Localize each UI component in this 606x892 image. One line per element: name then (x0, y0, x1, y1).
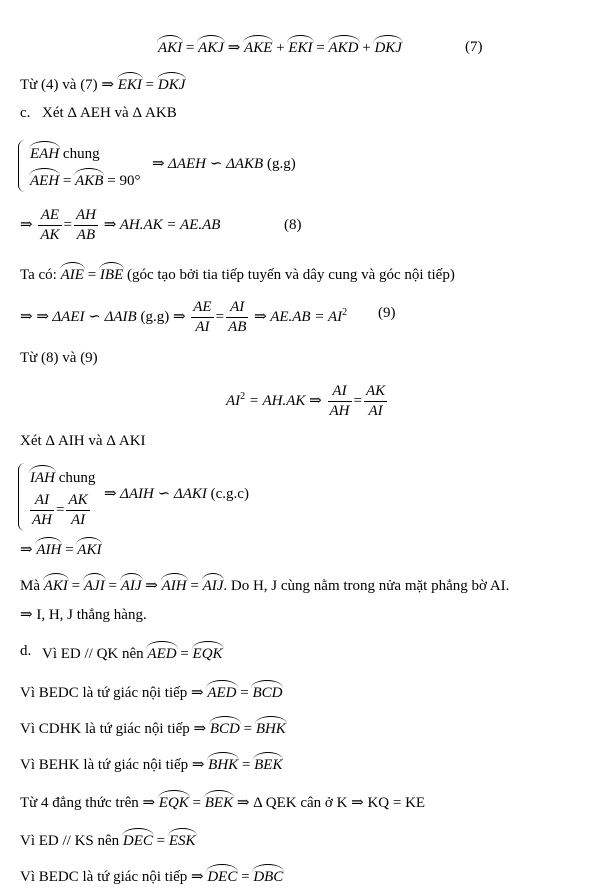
text: (g.g) (266, 156, 296, 172)
numerator: AK (66, 491, 89, 511)
text-line: Vì BEDC là tứ giác nội tiếp ⇒ AED = BCD (20, 680, 282, 703)
angle: BCD (210, 716, 240, 739)
angle: AED (147, 641, 176, 664)
text: Vì BEHK là tứ giác nội tiếp ⇒ (20, 757, 205, 773)
text-line: Từ (8) và (9) (20, 350, 98, 366)
numerator: AE (191, 298, 213, 318)
system-row (30, 141, 100, 164)
denominator: AB (228, 319, 247, 336)
text-line: Vì ED // KS nên DEC = ESK (20, 828, 196, 851)
equation-tag: (9) (378, 305, 396, 321)
angle: DKJ (374, 35, 402, 58)
system-result (104, 484, 249, 504)
text: ⇒ AE.AB = AI (254, 309, 343, 325)
brace (18, 140, 25, 192)
angle: AIJ (121, 573, 142, 596)
fraction (66, 491, 89, 530)
fraction (191, 298, 213, 337)
fraction (364, 382, 387, 421)
numerator: AI (226, 298, 248, 318)
text-line: Mà AKI = AJI = AIJ ⇒ AIH = AIJ. Do H, J cùng nằm trong nửa mặt phẳng bờ AI. (20, 573, 509, 596)
angle: DKJ (158, 72, 186, 95)
angle: IAH (30, 465, 55, 488)
text: Vì BEDC là tứ giác nội tiếp ⇒ (20, 685, 204, 701)
angle: AKI (77, 537, 101, 560)
text-line: Vì ED // QK nên AED = EQK (42, 641, 223, 664)
centered-equation: $AI^2 = AH.AK$ ⇒ $\frac{AI}{AH}$ = $\frac{AK}{AI}$ (226, 383, 386, 420)
text-line: Vì BEDC là tứ giác nội tiếp ⇒ DEC = DBC (20, 864, 283, 887)
denominator: AH (329, 403, 350, 420)
fraction (226, 298, 248, 337)
angle: AIH (162, 573, 187, 596)
numerator: AK (364, 382, 387, 402)
angle: AIE (61, 262, 84, 285)
angle: IBE (100, 262, 123, 285)
angle: AED (207, 680, 236, 703)
system-row: $\frac{AI}{AH}$ = $\frac{AK}{AI}$ (32, 492, 88, 529)
text: (g.g) ⇒ (140, 309, 186, 325)
system-row (30, 465, 95, 488)
text: Vì CDHK là tứ giác nội tiếp ⇒ (20, 721, 207, 737)
text: Vì ED // KS nên (20, 833, 120, 849)
denominator: AI (368, 403, 383, 420)
section-text: Xét Δ AEH và Δ AKB (42, 105, 177, 121)
equation-tag: (8) (284, 217, 302, 233)
text-line: ⇒ I, H, J thẳng hàng. (20, 607, 147, 623)
numerator: AE (38, 206, 61, 226)
text: = 90° (107, 173, 141, 189)
denominator: AH (32, 512, 52, 529)
angle: AEH (30, 168, 59, 191)
text-line: Từ 4 đẳng thức trên ⇒ EQK = BEK ⇒ Δ QEK cân ở K ⇒ KQ = KE (20, 790, 425, 813)
angle: BEK (254, 752, 282, 775)
text: ⇒ AH.AK = AE.AB (103, 217, 221, 233)
angle: AKD (329, 35, 359, 58)
numerator: AH (74, 206, 98, 226)
text: = AH.AK ⇒ (248, 393, 322, 409)
text: Vì ED // QK nên (42, 646, 144, 662)
text-line: Từ (4) và (7) ⇒ EKI = DKJ (20, 72, 185, 95)
exponent: 2 (240, 391, 246, 402)
angle: EQK (193, 641, 223, 664)
angle: EQK (159, 790, 189, 813)
denominator: AI (195, 319, 210, 336)
text: Vì BEDC là tứ giác nội tiếp ⇒ (20, 869, 204, 885)
equation-7: AKI = AKJ ⇒ AKE + EKI = AKD + DKJ (158, 35, 402, 58)
text: ⇒ ΔAIH ∽ ΔAKI (104, 486, 207, 502)
angle: EKI (288, 35, 312, 58)
equation-8: ⇒ $\frac{AE}{AK}$ = $\frac{AH}{AB}$ ⇒ AH.AK = AE.AB (20, 207, 221, 244)
angle: AIH (36, 537, 61, 560)
denominator: AB (76, 227, 96, 244)
system-result (152, 154, 296, 174)
denominator: AI (70, 512, 86, 529)
angle: AKI (158, 35, 182, 58)
angle: DBC (253, 864, 283, 887)
angle: ESK (169, 828, 196, 851)
text: chung (62, 146, 100, 162)
text-line: Xét Δ AIH và Δ AKI (20, 433, 146, 449)
text-line: ⇒ AIH = AKI (20, 537, 101, 560)
angle: AIJ (203, 573, 224, 596)
angle: BHK (208, 752, 238, 775)
angle: AKJ (198, 35, 224, 58)
text-line: Vì CDHK là tứ giác nội tiếp ⇒ BCD = BHK (20, 716, 286, 739)
system-row: AEH = AKB = 90° (30, 168, 140, 191)
text: AI (226, 393, 241, 409)
numerator: AI (328, 382, 352, 402)
brace (18, 463, 25, 531)
text: Từ 4 đẳng thức trên ⇒ (20, 795, 156, 811)
text: (c.g.c) (210, 486, 249, 502)
angle: DEC (207, 864, 237, 887)
angle: AKB (75, 168, 103, 191)
fraction (30, 491, 54, 530)
section-label: d. (20, 643, 32, 659)
angle: BEK (205, 790, 233, 813)
fraction (328, 382, 352, 421)
angle: EKI (118, 72, 142, 95)
text: ⇒ ΔAEI ∽ ΔAIB (36, 309, 137, 325)
numerator: AI (30, 491, 54, 511)
denominator: AK (40, 227, 60, 244)
text: (góc tạo bởi tia tiếp tuyến và dây cung và góc nội tiếp) (126, 267, 455, 283)
text: Từ (4) và (7) ⇒ (20, 77, 114, 93)
fraction (38, 206, 61, 245)
fraction (74, 206, 98, 245)
section-label: c. (20, 105, 31, 121)
exponent: 2 (342, 307, 348, 318)
text: chung (58, 470, 96, 486)
text: . Do H, J cùng nằm trong nửa mặt phẳng bờ AI. (223, 578, 510, 594)
angle: AKE (244, 35, 272, 58)
text: Ta có: (20, 267, 57, 283)
angle: DEC (123, 828, 153, 851)
text-line: Ta có: AIE = IBE (góc tạo bởi tia tiếp tuyến và dây cung và góc nội tiếp) (20, 262, 455, 285)
angle: EAH (30, 141, 59, 164)
angle: AKI (44, 573, 68, 596)
angle: BCD (252, 680, 282, 703)
text: ⇒ ΔAEH ∽ ΔAKB (152, 156, 264, 172)
angle: BHK (256, 716, 286, 739)
equation-tag: (7) (465, 39, 483, 55)
text-line: Vì BEHK là tứ giác nội tiếp ⇒ BHK = BEK (20, 752, 282, 775)
equation-9: ⇒ ⇒ ΔAEI ∽ ΔAIB (g.g) ⇒ $\frac{AE}{AI}$ = $\frac{AI}{AB}$ ⇒ $AE.AB = AI^2$ (20, 299, 348, 336)
angle: AJI (84, 573, 105, 596)
text: Mà (20, 578, 40, 594)
text: ⇒ Δ QEK cân ở K ⇒ KQ = KE (236, 795, 426, 811)
